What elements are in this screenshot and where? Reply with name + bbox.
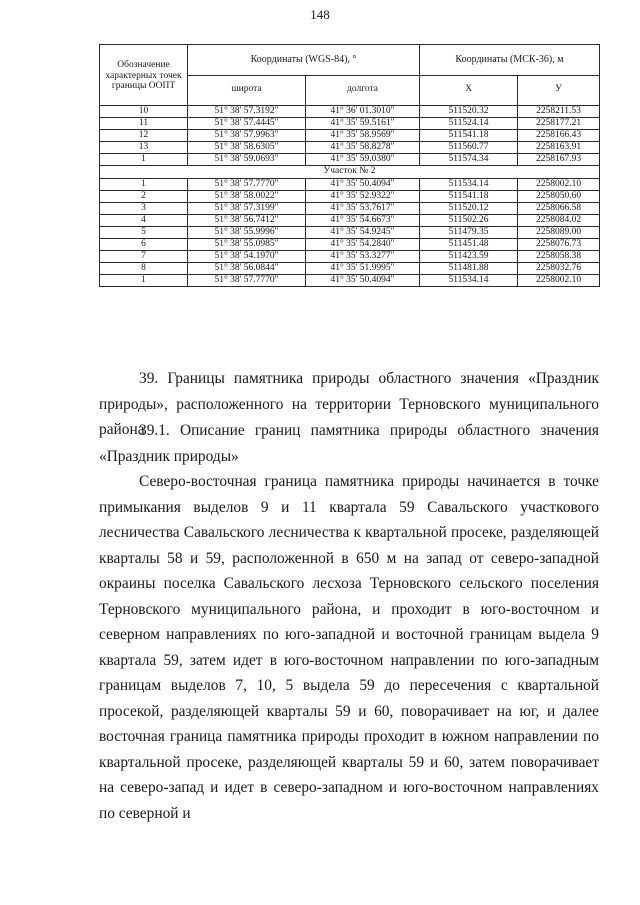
x-cell: 511502.26 [420,215,518,227]
header-longitude: долгота [306,75,420,106]
x-cell: 511534.14 [420,275,518,287]
longitude-cell: 41° 35' 51.9995" [306,263,420,275]
point-id-cell: 6 [100,239,188,251]
y-cell: 2258032.76 [518,263,600,275]
latitude-cell: 51° 38' 57.9963" [188,130,306,142]
x-cell: 511524.14 [420,118,518,130]
longitude-cell: 41° 35' 50.4094" [306,275,420,287]
latitude-cell: 51° 38' 57.7770" [188,275,306,287]
table-row [100,118,600,130]
point-id-cell: 12 [100,130,188,142]
coordinates-table [99,44,600,287]
longitude-cell: 41° 35' 50.4094" [306,179,420,191]
table-row [100,191,600,203]
longitude-cell: 41° 35' 54.2840" [306,239,420,251]
y-cell: 2258089.00 [518,227,600,239]
table-row [100,203,600,215]
rows-section-2 [100,179,600,287]
longitude-cell: 41° 35' 58.8278" [306,142,420,154]
point-id-cell: 13 [100,142,188,154]
header-y: У [518,75,600,106]
latitude-cell: 51° 38' 57.7770" [188,179,306,191]
point-id-cell: 1 [100,179,188,191]
table-row [100,263,600,275]
x-cell: 511423.59 [420,251,518,263]
point-id-cell: 1 [100,275,188,287]
y-cell: 2258084.02 [518,215,600,227]
x-cell: 511451.48 [420,239,518,251]
latitude-cell: 51° 38' 55.0985" [188,239,306,251]
longitude-cell: 41° 35' 54.9245" [306,227,420,239]
table-row [100,251,600,263]
y-cell: 2258076.73 [518,239,600,251]
rows-section-1 [100,106,600,166]
latitude-cell: 51° 38' 55.9996" [188,227,306,239]
latitude-cell: 51° 38' 57.3192" [188,106,306,118]
header-point-id: Обозначение характерных точек границы ООПТ [100,45,188,106]
longitude-cell: 41° 36' 01.3010" [306,106,420,118]
section-title: Участок № 2 [100,166,600,179]
y-cell: 2258002.10 [518,275,600,287]
y-cell: 2258211.53 [518,106,600,118]
point-id-cell: 4 [100,215,188,227]
x-cell: 511481.88 [420,263,518,275]
x-cell: 511541.18 [420,191,518,203]
longitude-cell: 41° 35' 54.6673" [306,215,420,227]
longitude-cell: 41° 35' 53.7617" [306,203,420,215]
header-x: X [420,75,518,106]
point-id-cell: 2 [100,191,188,203]
header-latitude: широта [188,75,306,106]
x-cell: 511534.14 [420,179,518,191]
latitude-cell: 51° 38' 58.0022" [188,191,306,203]
x-cell: 511541.18 [420,130,518,142]
table-row [100,227,600,239]
y-cell: 2258166.43 [518,130,600,142]
y-cell: 2258163.91 [518,142,600,154]
point-id-cell: 7 [100,251,188,263]
paragraph-39-heading: 39. Границы памятника природы областного значения «Праздник природы», расположенного на территории Терновского муниципального района [99,370,599,438]
latitude-cell: 51° 38' 54.1970" [188,251,306,263]
latitude-cell: 51° 38' 56.0844" [188,263,306,275]
y-cell: 2258066.58 [518,203,600,215]
latitude-cell: 51° 38' 57.3199" [188,203,306,215]
y-cell: 2258058.38 [518,251,600,263]
x-cell: 511574.34 [420,154,518,166]
table-row [100,275,600,287]
paragraph-39-1-heading: 39.1. Описание границ памятника природы областного значения «Праздник природы» [99,422,599,465]
point-id-cell: 8 [100,263,188,275]
x-cell: 511560.77 [420,142,518,154]
longitude-cell: 41° 35' 59.0380" [306,154,420,166]
x-cell: 511520.32 [420,106,518,118]
table-head [100,45,600,106]
longitude-cell: 41° 35' 58.9569" [306,130,420,142]
point-id-cell: 10 [100,106,188,118]
x-cell: 511479.35 [420,227,518,239]
longitude-cell: 41° 35' 52.9322" [306,191,420,203]
table-row [100,106,600,118]
y-cell: 2258050.60 [518,191,600,203]
x-cell: 511520.12 [420,203,518,215]
table-row [100,179,600,191]
paragraph-body: Северо-восточная граница памятника природы начинается в точке примыкания выделов 9 и 11 квартала 59 Савальского участкового лесничества Савальского лесничества к квартальной просеке, разделяющей кварталы 58 и 59, расположенной в 650 м на запад от северо-западной окраины поселка Савальского лесхоза Терновского сельского поселения Терновского муниципального района, и проходит в юго-восточном и северном направлениях по юго-западной и восточной границам выдела 9 квартала 59, затем идет в юго-восточном направлении по юго-западным границам выделов 7, 10, 5 выдела 59 до пересечения с квартальной просекой, разделяющей кварталы 59 и 60, поворачивает на юг, и далее восточная граница памятника природы проходит в южном направлении по квартальной просеке, разделяющей кварталы 59 и 60, затем поворачивает на северо-запад и идет в северо-западном и юго-восточном направлениях по северной и [99,473,599,822]
section-2-header [100,166,600,179]
point-id-cell: 3 [100,203,188,215]
table-row [100,239,600,251]
table-row [100,142,600,154]
y-cell: 2258002.10 [518,179,600,191]
page-number: 148 [310,7,330,22]
latitude-cell: 51° 38' 59.0693" [188,154,306,166]
table-row [100,154,600,166]
y-cell: 2258167.93 [518,154,600,166]
point-id-cell: 5 [100,227,188,239]
longitude-cell: 41° 35' 53.3277" [306,251,420,263]
table-row [100,215,600,227]
latitude-cell: 51° 38' 57.4445" [188,118,306,130]
header-msk36: Координаты (МСК-36), м [420,45,600,76]
header-wgs84: Координаты (WGS-84), ° [188,45,420,76]
latitude-cell: 51° 38' 56.7412" [188,215,306,227]
longitude-cell: 41° 35' 59.5161" [306,118,420,130]
point-id-cell: 1 [100,154,188,166]
latitude-cell: 51° 38' 58.6305" [188,142,306,154]
point-id-cell: 11 [100,118,188,130]
y-cell: 2258177.21 [518,118,600,130]
table-row [100,130,600,142]
